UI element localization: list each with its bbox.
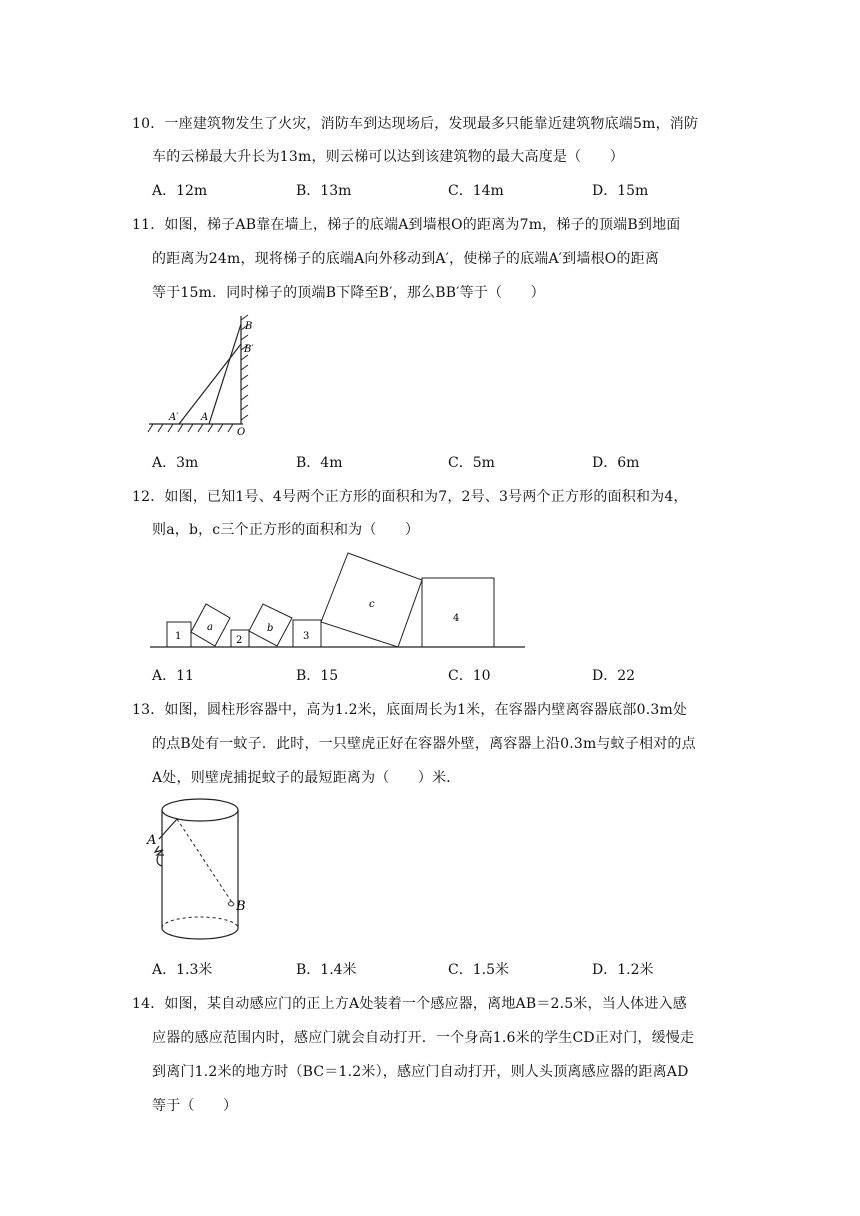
label-o: O [237, 427, 246, 437]
question-11-option-c: C．5m [448, 455, 495, 471]
question-14-line-3: 到离门1.2米的地方时（BC＝1.2米），感应门自动打开，则人头顶离感应器的距离AD [152, 1064, 689, 1080]
question-14-line-4: 等于（ ） [152, 1098, 238, 1114]
question-11-option-a: A．3m [152, 455, 199, 471]
question-10-option-a: A．12m [152, 183, 208, 199]
question-13-line-3: A处，则壁虎捕捉蚊子的最短距离为（ ）米． [152, 770, 461, 786]
label-b: B [236, 899, 246, 914]
cylinder-figure [145, 796, 260, 948]
question-11-line-3: 等于15m．同时梯子的顶端B下降至B′，那么BB′等于（ ） [152, 285, 545, 301]
label-square-1: 1 [175, 631, 182, 642]
question-11-option-d: D．6m [592, 455, 640, 471]
label-square-4: 4 [453, 613, 460, 624]
question-14-line-2: 应器的感应范围内时，感应门就会自动打开．一个身高1.6米的学生CD正对门，缓慢走 [152, 1030, 695, 1046]
label-a: A [147, 833, 157, 848]
squares-figure [145, 548, 530, 652]
question-13-option-c: C．1.5米 [448, 962, 509, 978]
question-10-option-b: B．13m [296, 183, 352, 199]
question-11-option-b: B．4m [296, 455, 343, 471]
question-10-line-2: 车的云梯最大升长为13m，则云梯可以达到该建筑物的最大高度是（ ） [152, 149, 624, 165]
label-square-3: 3 [303, 631, 310, 642]
label-square-2: 2 [236, 635, 243, 646]
question-13-option-a: A．1.3米 [152, 962, 213, 978]
question-13-line-2: 的点B处有一蚊子．此时，一只壁虎正好在容器外壁，离容器上沿0.3m与蚊子相对的点 [152, 736, 696, 752]
question-14-line-1: 14．如图，某自动感应门的正上方A处装着一个感应器，离地AB＝2.5米，当人体进入感 [132, 996, 687, 1012]
question-10-line-1: 10．一座建筑物发生了火灾，消防车到达现场后，发现最多只能靠近建筑物底端5m，消防 [132, 116, 699, 132]
question-12-line-1: 12．如图，已知1号、4号两个正方形的面积和为7，2号、3号两个正方形的面积和为4， [132, 489, 688, 505]
label-a-prime: A′ [169, 412, 179, 423]
label-a: A [201, 412, 209, 423]
label-square-b: b [267, 623, 274, 634]
question-12-option-c: C．10 [448, 668, 491, 684]
label-b: B [245, 321, 253, 332]
question-10-option-d: D．15m [592, 183, 649, 199]
label-b-prime: B′ [244, 344, 254, 355]
question-11-line-2: 的距离为24m，现将梯子的底端A向外移动到A′，使梯子的底端A′到墙根O的距离 [152, 251, 660, 267]
question-12-line-2: 则a，b，c三个正方形的面积和为（ ） [152, 522, 420, 538]
question-11-line-1: 11．如图，梯子AB靠在墙上，梯子的底端A到墙根O的距离为7m，梯子的顶端B到地面 [132, 217, 681, 233]
question-12-option-d: D．22 [592, 668, 636, 684]
question-12-option-a: A．11 [152, 668, 194, 684]
label-square-c: c [369, 599, 375, 610]
label-square-a: a [207, 622, 213, 633]
question-13-line-1: 13．如图，圆柱形容器中，高为1.2米，底面周长为1米，在容器内壁离容器底部0.3m处 [132, 702, 688, 718]
question-13-option-d: D．1.2米 [592, 962, 654, 978]
ladder-figure [145, 312, 265, 437]
question-12-option-b: B．15 [296, 668, 339, 684]
question-10-option-c: C．14m [448, 183, 504, 199]
question-13-option-b: B．1.4米 [296, 962, 357, 978]
